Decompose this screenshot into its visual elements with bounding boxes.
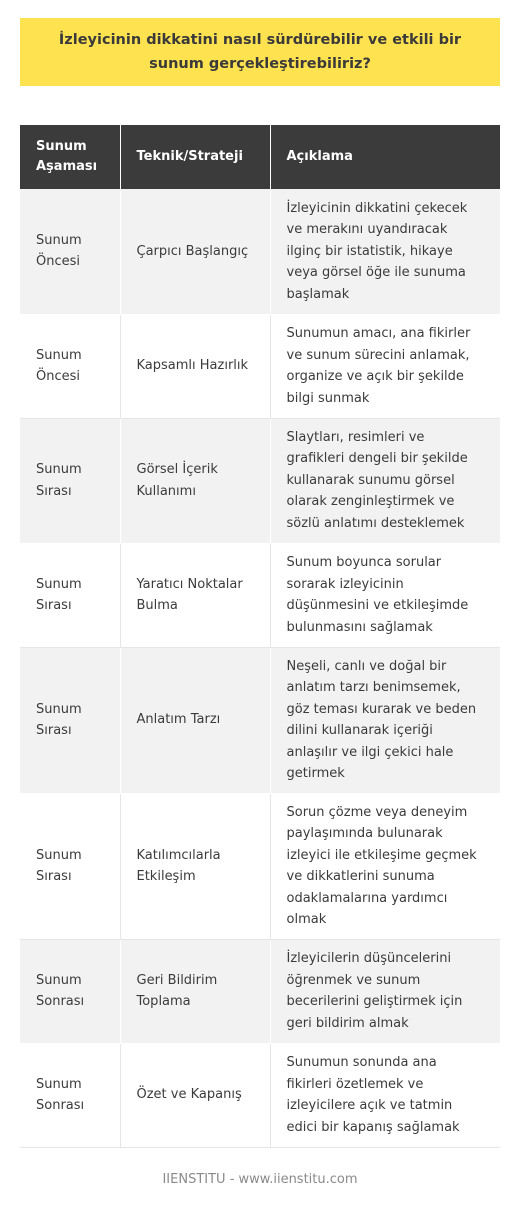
table-row [20,314,500,418]
table-row [20,647,500,793]
cell-stage: Sunum Sonrası [20,939,120,1043]
cell-stage: Sunum Sonrası [20,1043,120,1147]
cell-technique: Çarpıcı Başlangıç [120,189,270,314]
cell-description: Slaytları, resimleri ve grafikleri dengeli bir şekilde kullanarak sunumu görsel olarak zenginleştirmek ve sözlü anlatımı desteklemek [270,418,500,543]
cell-stage: Sunum Sırası [20,793,120,939]
cell-technique: Geri Bildirim Toplama [120,939,270,1043]
strategy-table [20,125,500,1148]
table-row [20,1043,500,1147]
cell-description: İzleyicinin dikkatini çekecek ve merakını uyandıracak ilginç bir istatistik, hikaye veya görsel öğe ile sunuma başlamak [270,189,500,314]
cell-description: İzleyicilerin düşüncelerini öğrenmek ve sunum becerilerini geliştirmek için geri bildirim almak [270,939,500,1043]
header-technique: Teknik/Strateji [120,125,270,189]
table-row [20,543,500,647]
cell-technique: Katılımcılarla Etkileşim [120,793,270,939]
cell-technique: Görsel İçerik Kullanımı [120,418,270,543]
cell-technique: Özet ve Kapanış [120,1043,270,1147]
cell-stage: Sunum Öncesi [20,314,120,418]
table-row [20,189,500,314]
cell-description: Sorun çözme veya deneyim paylaşımında bulunarak izleyici ile etkileşime geçmek ve dikkatlerini sunuma odaklamalarına yardımcı olmak [270,793,500,939]
header-stage: Sunum Aşaması [20,125,120,189]
question-text: İzleyicinin dikkatini nasıl sürdürebilir ve etkili bir sunum gerçekleştirebiliriz? [58,32,462,72]
question-banner [20,18,500,86]
cell-technique: Kapsamlı Hazırlık [120,314,270,418]
cell-description: Sunum boyunca sorular sorarak izleyicinin düşünmesini ve etkileşimde bulunmasını sağlamak [270,543,500,647]
cell-stage: Sunum Öncesi [20,189,120,314]
cell-stage: Sunum Sırası [20,543,120,647]
table-row [20,939,500,1043]
cell-technique: Yaratıcı Noktalar Bulma [120,543,270,647]
cell-stage: Sunum Sırası [20,647,120,793]
cell-technique: Anlatım Tarzı [120,647,270,793]
cell-stage: Sunum Sırası [20,418,120,543]
footer-credit: IIENSTITU - www.iienstitu.com [162,1172,358,1187]
table-row [20,418,500,543]
table-header-row [20,125,500,189]
cell-description: Neşeli, canlı ve doğal bir anlatım tarzı benimsemek, göz teması kurarak ve beden dilini kullanarak içeriği anlaşılır ve ilgi çekici hale getirmek [270,647,500,793]
header-description: Açıklama [270,125,500,189]
cell-description: Sunumun sonunda ana fikirleri özetlemek ve izleyicilere açık ve tatmin edici bir kapanış sağlamak [270,1043,500,1147]
cell-description: Sunumun amacı, ana fikirler ve sunum sürecini anlamak, organize ve açık bir şekilde bilgi sunmak [270,314,500,418]
table-row [20,793,500,939]
